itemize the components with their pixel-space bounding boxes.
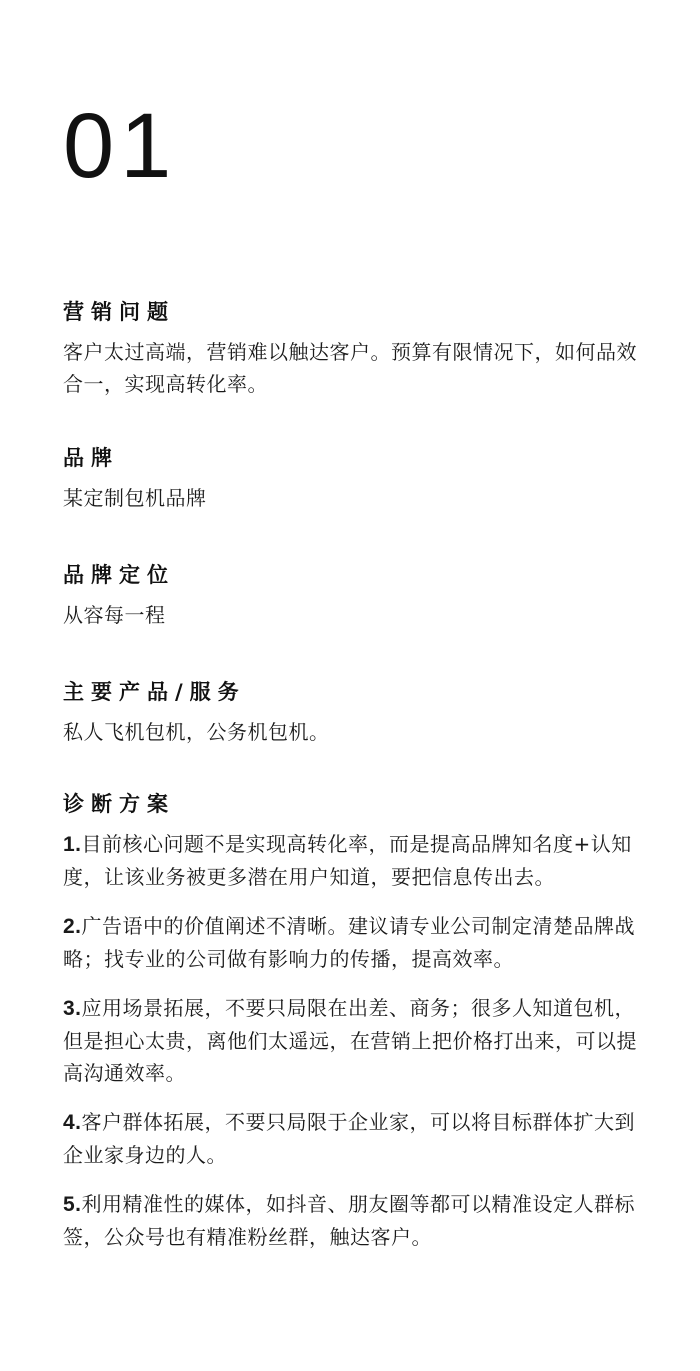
section-heading: 诊断方案 bbox=[63, 792, 175, 816]
item-text: 利用精准性的媒体，如抖音、朋友圈等都可以精准设定人群标签，公众号也有精准粉丝群，触达客户。 bbox=[63, 1192, 636, 1249]
section-body: 客户太过高端，营销难以触达客户。预算有限情况下，如何品效合一，实现高转化率。 bbox=[63, 340, 637, 396]
item-text: 客户群体拓展，不要只局限于企业家，可以将目标群体扩大到企业家身边的人。 bbox=[63, 1110, 636, 1167]
section-brand-positioning bbox=[63, 561, 643, 631]
section-heading: 主要产品/服务 bbox=[63, 680, 246, 704]
section-body: 某定制包机品牌 bbox=[63, 486, 207, 510]
section-heading: 营销问题 bbox=[63, 300, 175, 324]
section-marketing-problem bbox=[63, 298, 643, 400]
section-heading: 品牌 bbox=[63, 446, 119, 470]
diagnosis-item bbox=[63, 910, 643, 975]
item-text: 目前核心问题不是实现高转化率，而是提高品牌知名度+认知度，让该业务被更多潜在用户知道，要把信息传出去。 bbox=[63, 832, 632, 889]
diagnosis-item bbox=[63, 1106, 643, 1171]
item-number: 3. bbox=[63, 997, 82, 1020]
item-number: 2. bbox=[63, 915, 82, 938]
section-body: 私人飞机包机，公务机包机。 bbox=[63, 720, 330, 744]
diagnosis-item bbox=[63, 828, 643, 893]
item-text: 广告语中的价值阐述不清晰。建议请专业公司制定清楚品牌战略；找专业的公司做有影响力的传播，提高效率。 bbox=[63, 914, 636, 971]
item-number: 5. bbox=[63, 1193, 82, 1216]
diagnosis-item bbox=[63, 992, 643, 1089]
item-number: 4. bbox=[63, 1111, 82, 1134]
diagnosis-item bbox=[63, 1188, 643, 1253]
section-diagnosis bbox=[63, 790, 643, 1270]
section-main-products bbox=[63, 678, 643, 748]
item-number: 1. bbox=[63, 833, 82, 856]
section-brand bbox=[63, 444, 643, 514]
section-heading: 品牌定位 bbox=[63, 563, 175, 587]
page-number: 01 bbox=[63, 95, 178, 197]
section-body: 从容每一程 bbox=[63, 603, 166, 627]
item-text: 应用场景拓展，不要只局限在出差、商务；很多人知道包机，但是担心太贵，离他们太遥远，在营销上把价格打出来，可以提高沟通效率。 bbox=[63, 996, 637, 1085]
